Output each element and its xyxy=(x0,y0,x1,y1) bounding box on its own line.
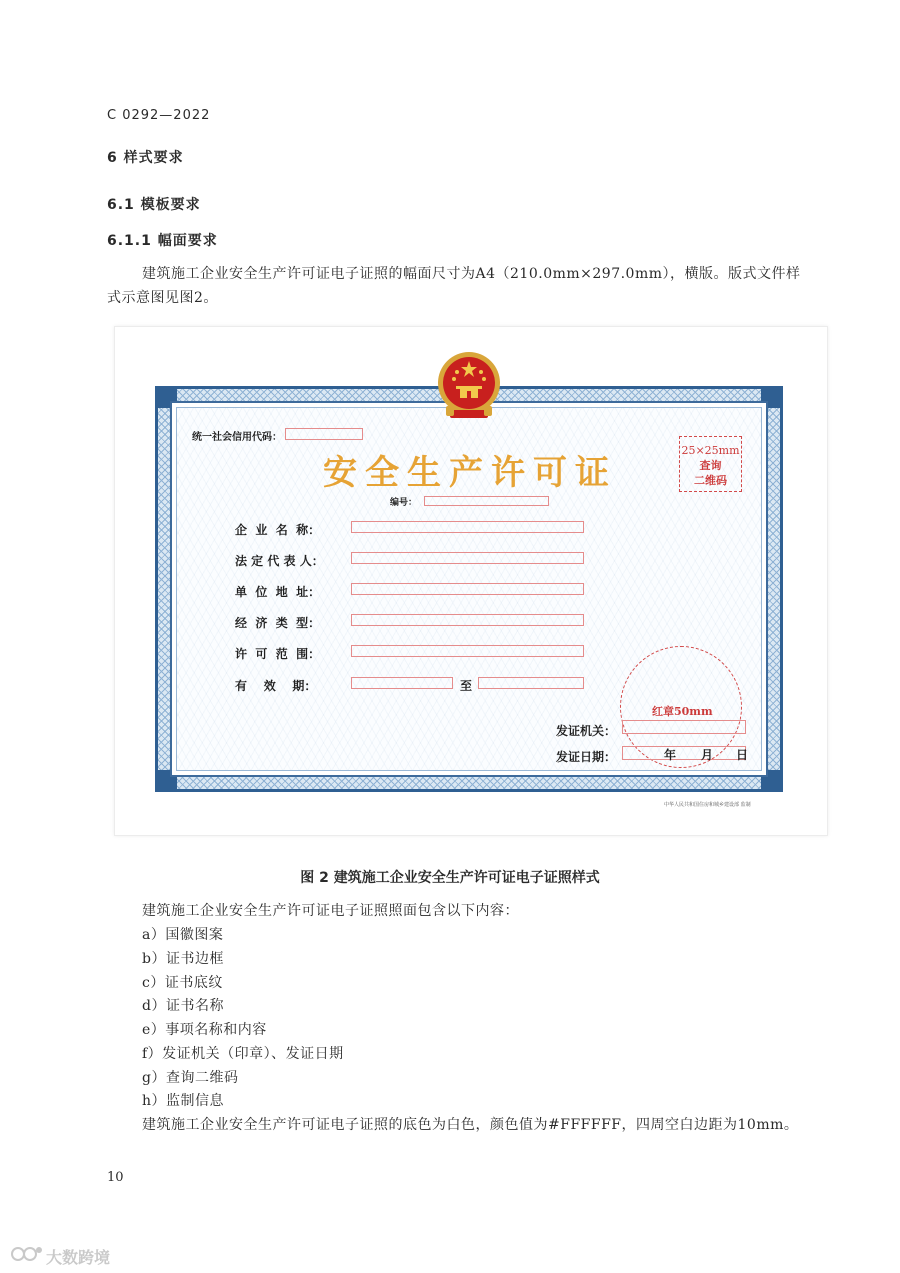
field-label-address: 单 位 地 址： xyxy=(235,585,321,599)
list-item: e）事项名称和内容 xyxy=(142,1022,267,1038)
field-company-name xyxy=(351,521,584,533)
national-emblem-icon xyxy=(436,350,502,424)
standard-code: C 0292—2022 xyxy=(107,108,211,123)
date-month-label: 月 xyxy=(701,748,714,762)
field-label-license-scope: 许 可 范 围： xyxy=(235,647,321,661)
field-label-economic-type: 经 济 类 型： xyxy=(235,616,321,630)
list-item: d）证书名称 xyxy=(142,998,224,1014)
issue-date-field xyxy=(622,746,746,760)
issue-date-label: 发证日期： xyxy=(556,750,617,764)
qr-size-label: 25×25mm xyxy=(681,444,740,457)
figure-caption: 图 2 建筑施工企业安全生产许可证电子证照样式 xyxy=(300,870,600,886)
field-label-legal-representative: 法 定 代 表 人： xyxy=(235,554,324,568)
certificate-number-label: 编号： xyxy=(390,498,418,508)
field-economic-type xyxy=(351,614,584,626)
credit-code-label: 统一社会信用代码： xyxy=(192,432,282,443)
date-day-label: 日 xyxy=(736,748,749,762)
list-item: b）证书边框 xyxy=(142,951,224,967)
seal-size-label: 红章50mm xyxy=(652,705,713,718)
content-intro: 建筑施工企业安全生产许可证电子证照照面包含以下内容： xyxy=(142,903,519,919)
qr-label-line2: 二维码 xyxy=(694,474,727,487)
validity-to-label: 至 xyxy=(460,679,473,693)
field-validity-from xyxy=(351,677,453,689)
field-label-company-name: 企 业 名 称： xyxy=(235,523,321,537)
certificate-number-field xyxy=(424,496,549,506)
supervision-info: 中华人民共和国住房和城乡建设部 监制 xyxy=(664,802,751,808)
list-item: h）监制信息 xyxy=(142,1093,225,1109)
certificate-title: 安全生产许可证 xyxy=(323,453,617,493)
list-item: c）证书底纹 xyxy=(142,975,223,991)
list-item: f）发证机关（印章）、发证日期 xyxy=(142,1046,344,1062)
qr-label-line1: 查询 xyxy=(699,459,722,472)
field-validity-to xyxy=(478,677,584,689)
field-label-validity: 有 效 期： xyxy=(235,679,317,693)
page-number: 10 xyxy=(107,1170,124,1185)
issuer-label: 发证机关： xyxy=(556,724,617,738)
section-heading-6-1: 6.1 模板要求 xyxy=(107,197,201,213)
list-item: a）国徽图案 xyxy=(142,927,224,943)
section-heading-6: 6 样式要求 xyxy=(107,150,184,166)
field-address xyxy=(351,583,584,595)
list-item: g）查询二维码 xyxy=(142,1070,239,1086)
issuer-field xyxy=(622,720,746,734)
watermark-logo-icon xyxy=(10,1244,44,1264)
intro-paragraph-line2: 式示意图见图2。 xyxy=(107,290,218,306)
credit-code-field xyxy=(285,428,363,440)
intro-paragraph-line1: 建筑施工企业安全生产许可证电子证照的幅面尺寸为A4（210.0mm×297.0mm），横版。版式文件样 xyxy=(142,266,801,282)
section-heading-6-1-1: 6.1.1 幅面要求 xyxy=(107,233,218,249)
closing-paragraph: 建筑施工企业安全生产许可证电子证照的底色为白色，颜色值为#FFFFFF，四周空白边距为10mm。 xyxy=(142,1117,799,1133)
field-legal-representative xyxy=(351,552,584,564)
field-license-scope xyxy=(351,645,584,657)
qr-code-placeholder xyxy=(679,436,742,492)
date-year-label: 年 xyxy=(664,748,677,762)
watermark-text: 大数跨境 xyxy=(46,1248,111,1267)
